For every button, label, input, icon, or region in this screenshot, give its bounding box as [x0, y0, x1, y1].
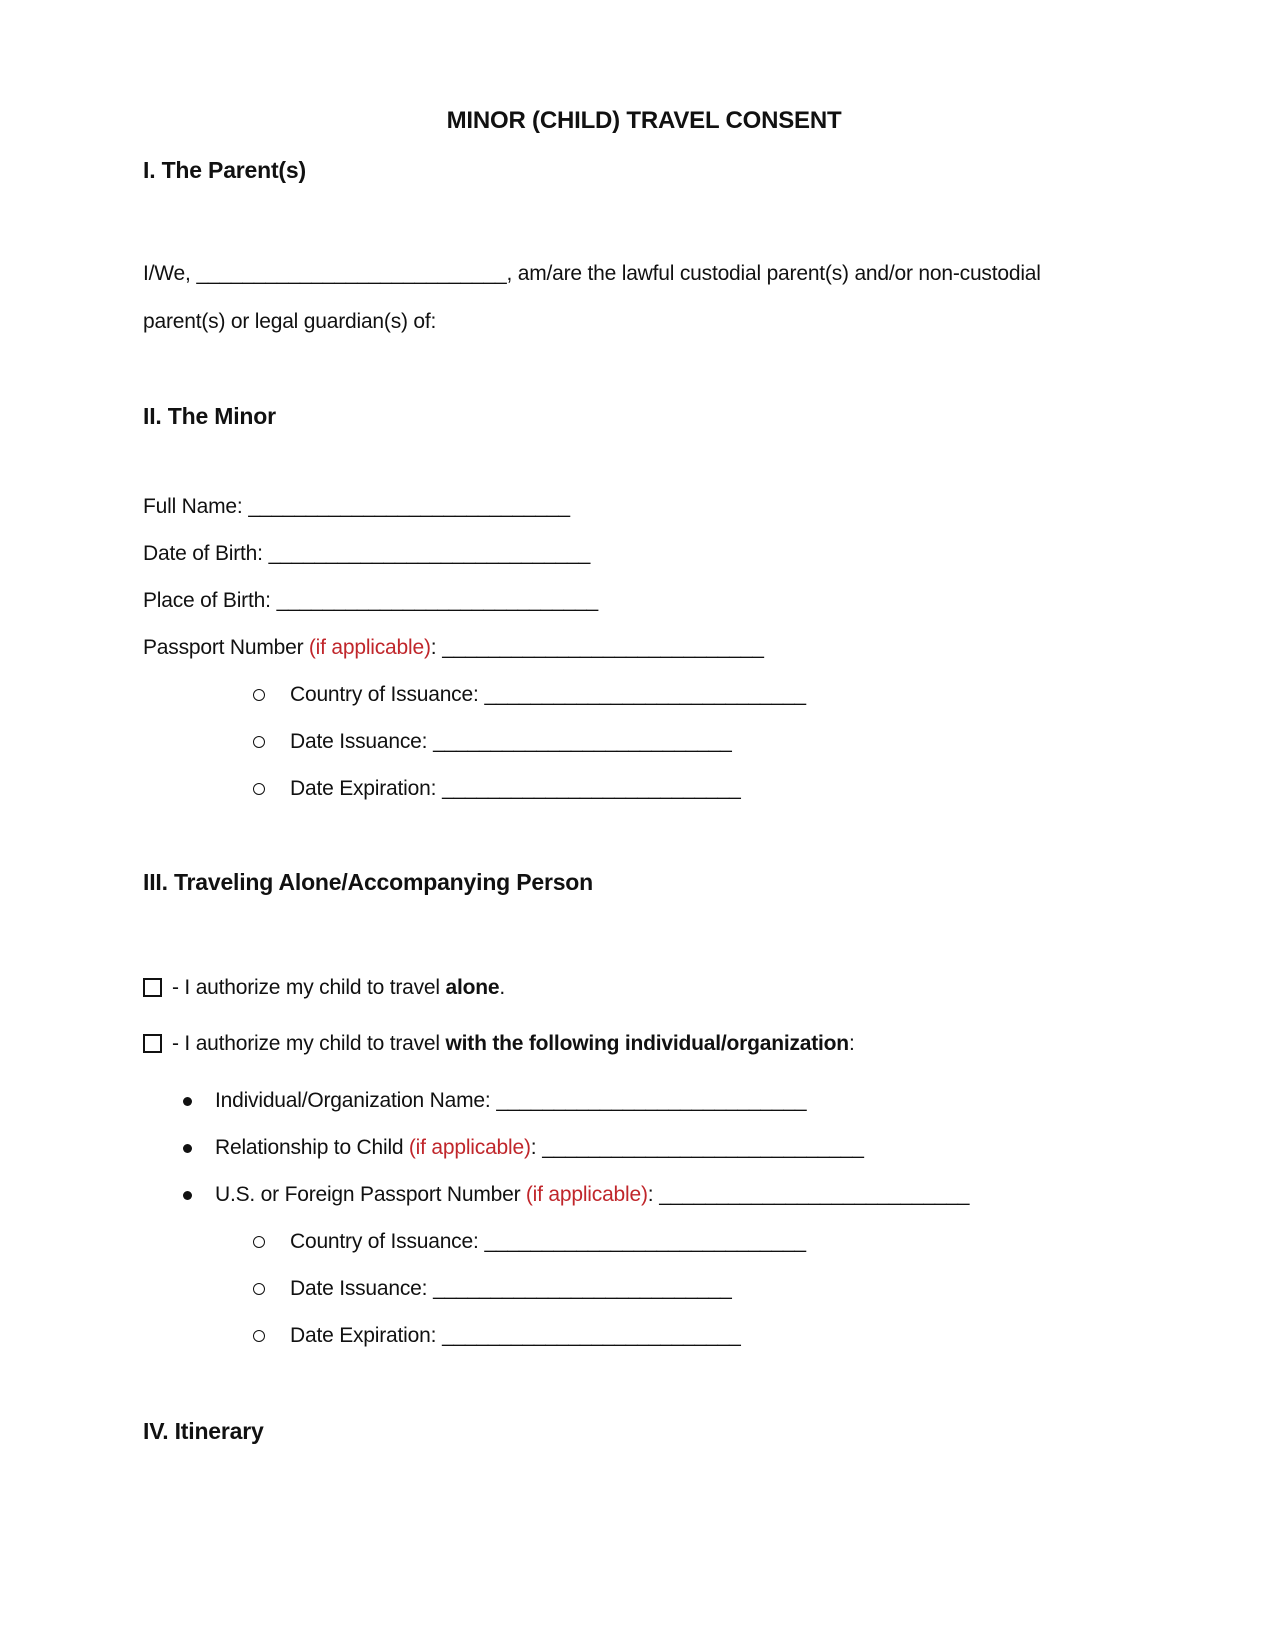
field-colon: : — [430, 1324, 437, 1347]
relationship-to-child-blank[interactable]: ____________________________ — [542, 1136, 864, 1159]
field-colon: : — [236, 495, 243, 518]
parents-intro-suffix: , am/are the lawful custodial parent(s) and/or non-custodial parent(s) or legal guardian(s) of: — [143, 262, 1041, 333]
parents-intro-paragraph — [143, 250, 1083, 346]
date-of-birth-blank[interactable]: ____________________________ — [268, 542, 591, 565]
circle-bullet-icon — [253, 783, 265, 795]
parents-intro-prefix: I/We, — [143, 262, 191, 285]
field-row-full-name — [143, 494, 1145, 520]
individual-organization-name-blank[interactable]: ___________________________ — [496, 1089, 807, 1112]
subfield-row-date-issuance — [143, 1276, 1145, 1302]
date-issuance-blank[interactable]: __________________________ — [433, 1277, 732, 1300]
full-name-blank[interactable]: ____________________________ — [248, 495, 570, 518]
passport-number-blank[interactable]: ____________________________ — [442, 636, 764, 659]
travel-alone-checkbox[interactable] — [143, 978, 162, 997]
us-or-foreign-passport-number-blank[interactable]: ___________________________ — [659, 1183, 970, 1206]
subfield-label: Date Issuance — [290, 1277, 422, 1300]
field-row-passport-number — [143, 635, 1145, 661]
field-colon: : — [472, 1230, 479, 1253]
field-label: Place of Birth — [143, 589, 266, 612]
option-text-bold: alone — [445, 976, 500, 999]
country-of-issuance-blank[interactable]: ____________________________ — [484, 1230, 806, 1253]
document-title: MINOR (CHILD) TRAVEL CONSENT — [446, 107, 842, 134]
field-row-individual-organization-name — [143, 1088, 1145, 1114]
date-issuance-blank[interactable]: __________________________ — [433, 730, 732, 753]
circle-bullet-icon — [253, 689, 265, 701]
bullet-dot-icon — [183, 1097, 192, 1106]
subfield-row-country-of-issuance — [143, 682, 1145, 708]
field-label: Full Name — [143, 495, 237, 518]
field-row-place-of-birth — [143, 588, 1145, 614]
subfield-row-date-expiration — [143, 776, 1145, 802]
option-row-travel-with-individual — [143, 1030, 1145, 1058]
field-colon: : — [472, 683, 479, 706]
field-colon: : — [421, 1277, 428, 1300]
if-applicable-note: (if applicable) — [525, 1183, 648, 1206]
circle-bullet-icon — [253, 736, 265, 748]
date-expiration-blank[interactable]: __________________________ — [442, 1324, 741, 1347]
section-parents-heading: I. The Parent(s) — [143, 157, 306, 183]
field-colon: : — [530, 1136, 537, 1159]
subfield-label: Country of Issuance — [290, 1230, 473, 1253]
field-colon: : — [257, 542, 263, 565]
field-label: Date of Birth — [143, 542, 258, 565]
subfield-row-date-issuance — [143, 729, 1145, 755]
field-label: Passport Number — [143, 636, 304, 659]
date-expiration-blank[interactable]: __________________________ — [442, 777, 741, 800]
country-of-issuance-blank[interactable]: ____________________________ — [484, 683, 806, 706]
field-label: U.S. or Foreign Passport Number — [215, 1183, 521, 1206]
subfield-label: Date Issuance — [290, 730, 422, 753]
if-applicable-note: (if applicable) — [408, 1136, 531, 1159]
option-text-bold: with the following individual/organization — [445, 1032, 849, 1055]
option-text-suffix: . — [499, 976, 506, 999]
field-colon: : — [265, 589, 271, 612]
option-text-prefix: - I authorize my child to travel — [172, 1032, 446, 1055]
field-row-date-of-birth — [143, 541, 1145, 567]
travel-with-individual-checkbox[interactable] — [143, 1034, 162, 1053]
parents-name-blank[interactable]: ___________________________ — [196, 262, 507, 285]
field-row-relationship-to-child — [143, 1135, 1145, 1161]
section-travel-heading: III. Traveling Alone/Accompanying Person — [143, 869, 593, 895]
circle-bullet-icon — [253, 1283, 265, 1295]
field-colon: : — [430, 636, 437, 659]
option-row-travel-alone — [143, 974, 1145, 1002]
place-of-birth-blank[interactable]: ____________________________ — [276, 589, 599, 612]
option-text-prefix: - I authorize my child to travel — [172, 976, 446, 999]
field-label: Relationship to Child — [215, 1136, 404, 1159]
if-applicable-note: (if applicable) — [308, 636, 431, 659]
field-colon: : — [430, 777, 437, 800]
field-colon: : — [484, 1089, 491, 1112]
subfield-label: Country of Issuance — [290, 683, 473, 706]
option-text-suffix: : — [848, 1032, 855, 1055]
subfield-row-country-of-issuance — [143, 1229, 1145, 1255]
section-itinerary-heading: IV. Itinerary — [143, 1418, 264, 1444]
field-label: Individual/Organization Name — [215, 1089, 485, 1112]
subfield-row-date-expiration — [143, 1323, 1145, 1349]
subfield-label: Date Expiration — [290, 777, 431, 800]
subfield-label: Date Expiration — [290, 1324, 431, 1347]
field-row-us-or-foreign-passport-number — [143, 1182, 1145, 1208]
section-minor-heading: II. The Minor — [143, 403, 276, 429]
circle-bullet-icon — [253, 1330, 265, 1342]
field-colon: : — [421, 730, 428, 753]
bullet-dot-icon — [183, 1191, 192, 1200]
circle-bullet-icon — [253, 1236, 265, 1248]
field-colon: : — [647, 1183, 654, 1206]
bullet-dot-icon — [183, 1144, 192, 1153]
